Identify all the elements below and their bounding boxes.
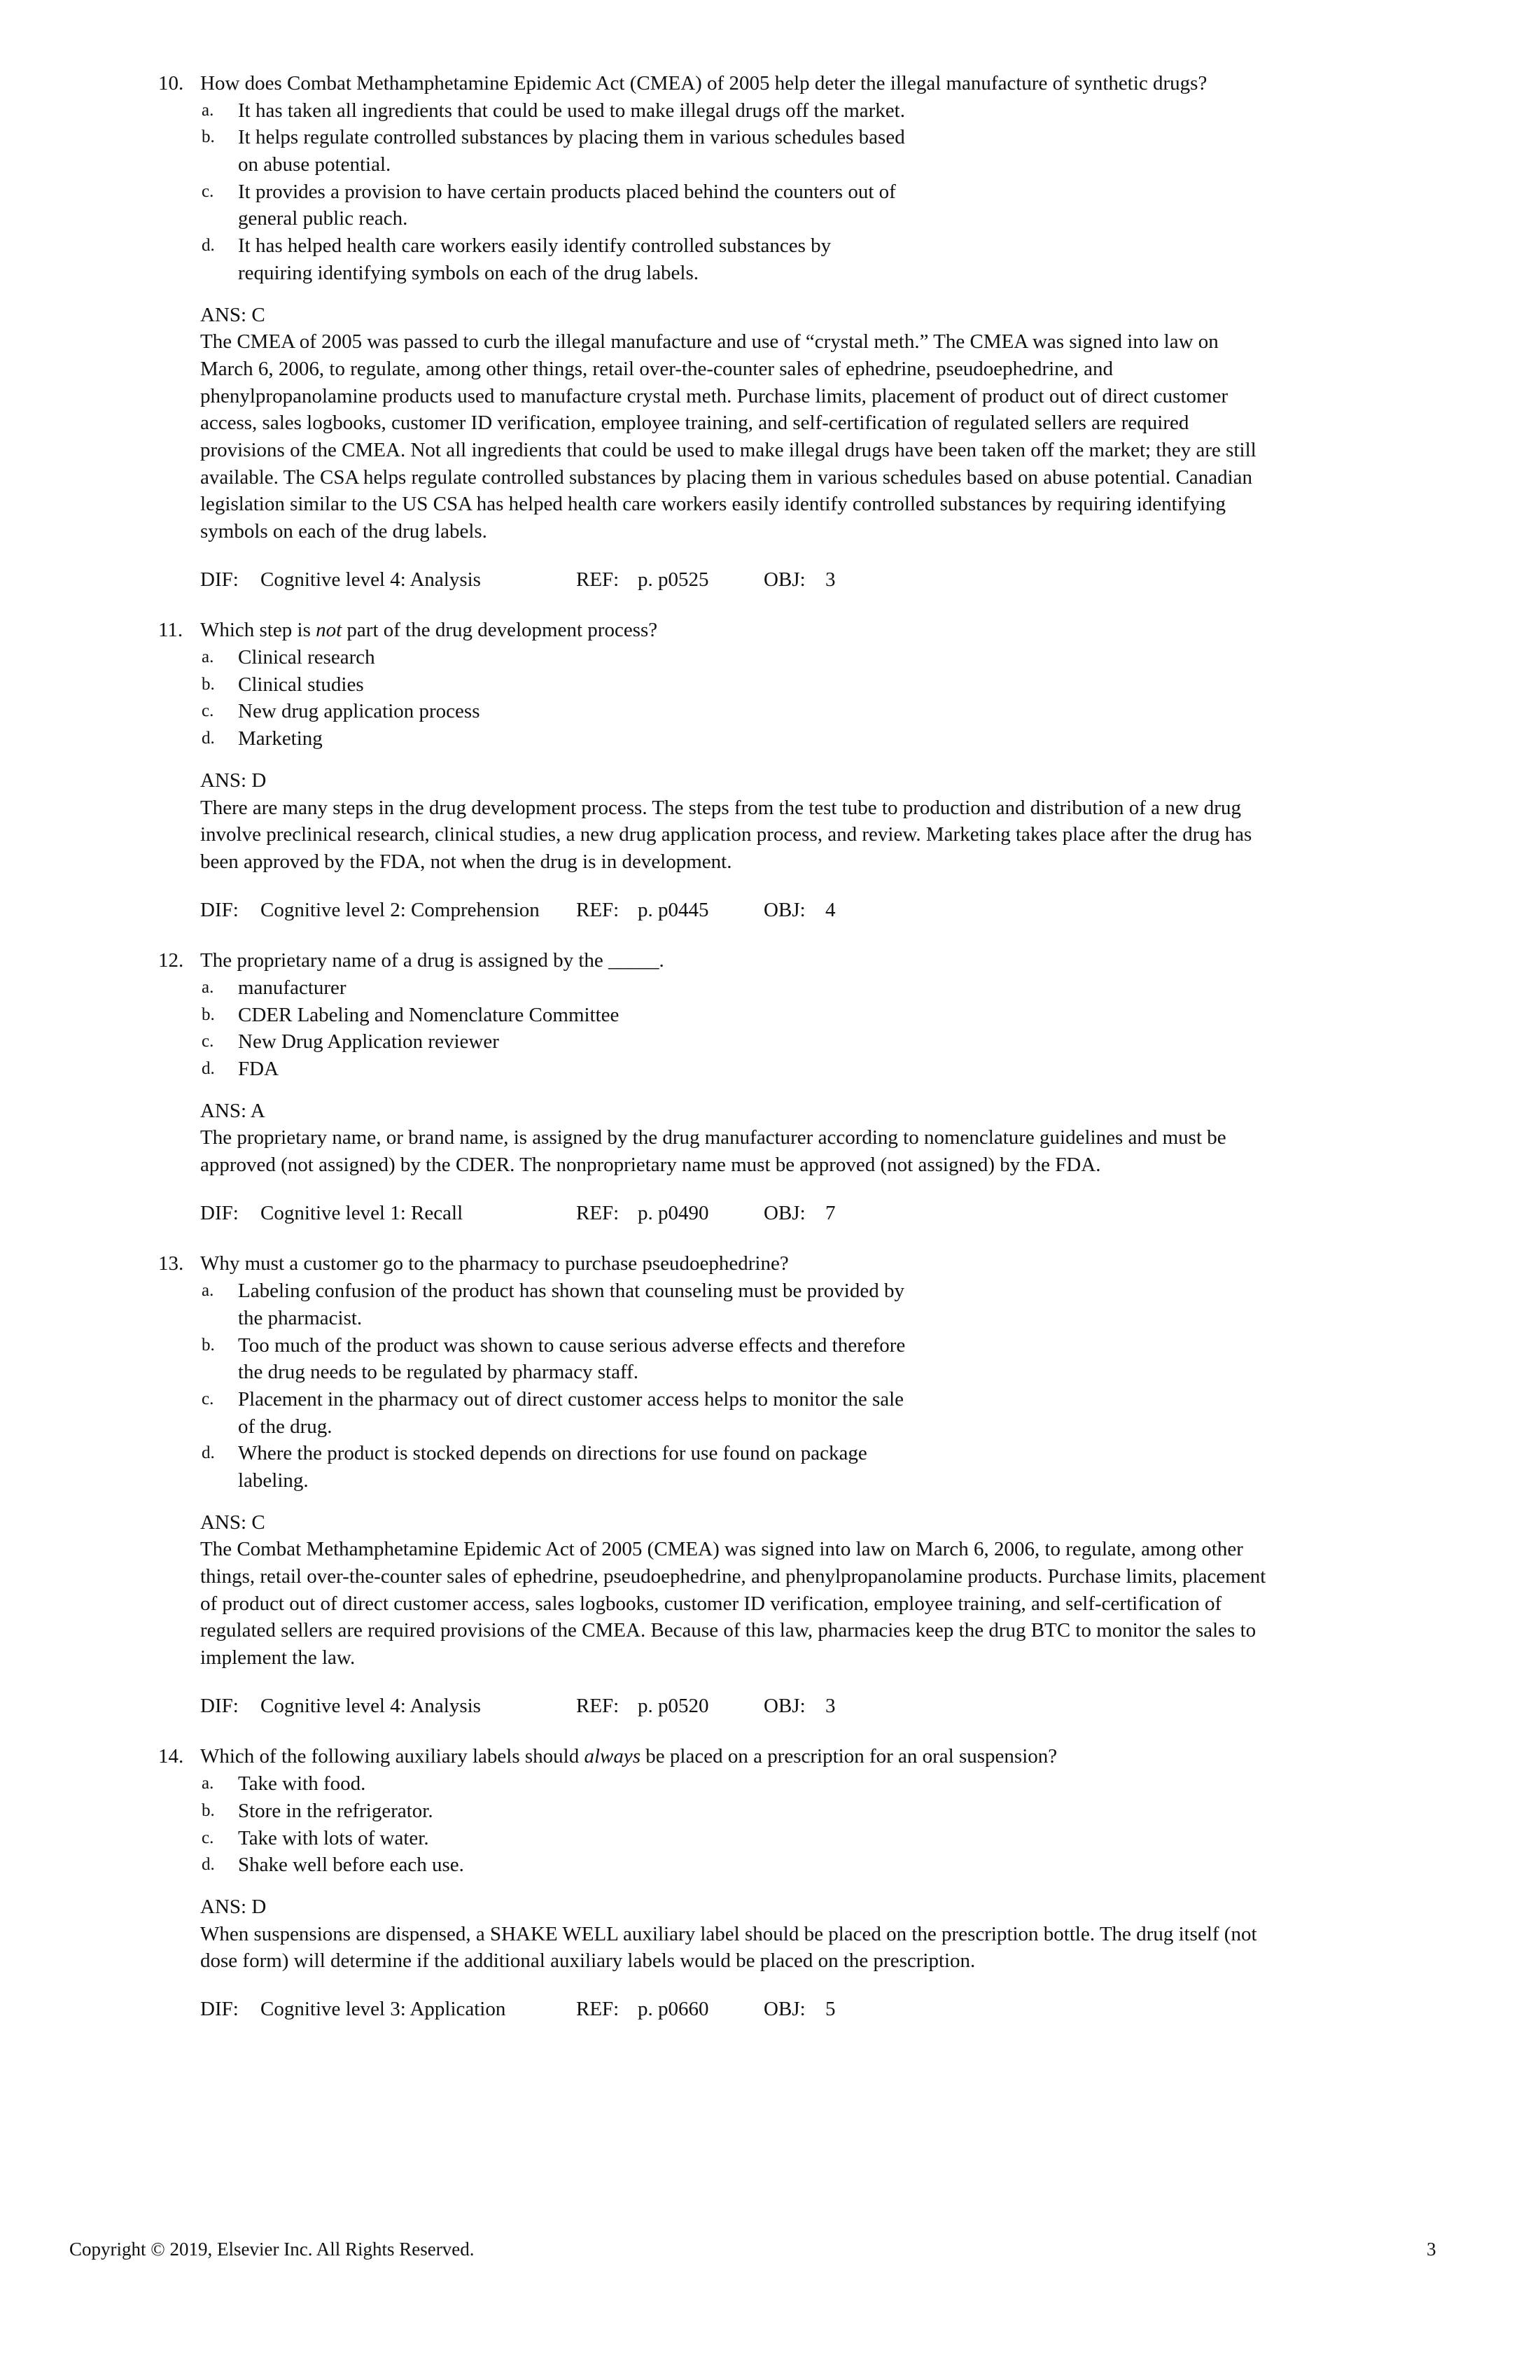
answer-option [0,1825,1540,1852]
meta-ref: p. p0445 [638,898,709,921]
answer-option [0,1028,1540,1056]
option-text: Store in the refrigerator. [238,1799,433,1822]
option-letter: d. [202,729,215,748]
answer-option [0,1332,1540,1359]
option-text: It helps regulate controlled substances by placing them in various schedules based [238,126,905,149]
option-letter: b. [202,1004,215,1024]
option-letter: c. [202,1389,214,1408]
answer-rationale: dose form) will determine if the additional auxiliary labels would be placed on the prescription. [200,1949,976,1973]
copyright-notice: Copyright © 2019, Elsevier Inc. All Rights Reserved. [69,2239,475,2260]
meta-dif-label: DIF: [200,1694,239,1717]
answer-option [0,1056,1540,1083]
answer-option [0,1798,1540,1825]
option-text: New drug application process [238,700,480,723]
question-metadata [0,897,1540,924]
question-list [0,70,1540,2047]
option-text: on abuse potential. [238,153,391,176]
meta-ref: p. p0490 [638,1201,709,1224]
question-stem [0,1250,1540,1278]
answer-option [0,671,1540,699]
answer-option [0,1770,1540,1798]
meta-ref: p. p0525 [638,568,709,591]
option-text: of the drug. [238,1415,332,1438]
answer-option [0,124,1540,151]
meta-dif: Cognitive level 4: Analysis [260,568,481,591]
stem-text: Which of the following auxiliary labels should [200,1745,584,1768]
answer-rationale: There are many steps in the drug development process. The steps from the test tube to production and distribution of a new drug [200,796,1241,819]
answer-key: ANS: A [200,1099,265,1122]
answer-option [0,1278,1540,1305]
option-text: Take with food. [238,1772,366,1795]
option-text: Placement in the pharmacy out of direct customer access helps to monitor the sale [238,1387,904,1410]
option-letter: b. [202,127,215,147]
answer-rationale: The proprietary name, or brand name, is assigned by the drug manufacturer according to nomenclature guidelines and must be [200,1126,1226,1149]
answer-rationale: involve preclinical research, clinical studies, a new drug application process, and review. Marketing takes place after the drug has [200,823,1252,846]
option-letter: d. [202,1059,215,1078]
stem-text: Why must a customer go to the pharmacy to purchase pseudoephedrine? [200,1252,789,1275]
option-letter: b. [202,1800,215,1820]
answer-option [0,1851,1540,1879]
meta-obj-label: OBJ: [764,898,806,921]
meta-dif-label: DIF: [200,1997,239,2020]
answer-rationale: available. The CSA helps regulate controlled substances by placing them in various schedules based on abuse potential. Canadian [200,465,1253,489]
option-letter: b. [202,1335,215,1354]
option-text: the pharmacist. [238,1306,363,1329]
option-text: manufacturer [238,976,346,999]
meta-ref: p. p0520 [638,1694,709,1717]
option-text: Too much of the product was shown to cause serious adverse effects and therefore [238,1334,906,1357]
meta-dif: Cognitive level 3: Application [260,1997,506,2020]
answer-rationale: symbols on each of the drug labels. [200,520,487,542]
option-letter: d. [202,1443,215,1463]
answer-rationale: approved (not assigned) by the CDER. The nonproprietary name must be approved (not assigned) by the FDA. [200,1154,1101,1177]
answer-key: ANS: C [200,303,265,326]
answer-rationale: The Combat Methamphetamine Epidemic Act of 2005 (CMEA) was signed into law on March 6, 2006, to regulate, among other [200,1538,1243,1561]
meta-dif-label: DIF: [200,898,239,921]
option-letter: a. [202,977,214,997]
meta-obj-label: OBJ: [764,1201,806,1224]
answer-rationale: The CMEA of 2005 was passed to curb the illegal manufacture and use of “crystal meth.” The CMEA was signed into law on [200,330,1219,354]
answer-option [0,974,1540,1002]
question-stem [0,1743,1540,1770]
option-text: Shake well before each use. [238,1854,464,1877]
option-letter: a. [202,1774,214,1793]
answer-rationale: of product out of direct customer access, sales logbooks, customer ID verification, employee training, and self-certification of [200,1592,1222,1615]
answer-option [0,1359,1540,1386]
meta-dif-label: DIF: [200,1201,239,1224]
option-text: Marketing [238,727,323,750]
question-metadata [0,1996,1540,2023]
question-number: 14. [158,1745,184,1768]
stem-text: be placed on a prescription for an oral suspension? [640,1745,1058,1768]
option-text: general public reach. [238,207,408,230]
answer-key: ANS: D [200,769,267,792]
answer-rationale: provisions of the CMEA. Not all ingredients that could be used to make illegal drugs have been taken off the market; they are still [200,438,1256,461]
stem-emphasis: not [316,619,342,642]
answer-option [0,260,1540,287]
meta-obj: 3 [825,568,836,591]
question-item [0,1743,1540,2022]
answer-rationale: phenylpropanolamine products used to manufacture crystal meth. Purchase limits, placement of product out of direct customer [200,384,1228,407]
question-metadata [0,1693,1540,1720]
answer-rationale: legislation similar to the US CSA has helped health care workers easily identify controlled substances by requiring identifying [200,493,1226,516]
answer-rationale: March 6, 2006, to regulate, among other things, retail over-the-counter sales of ephedrine, pseudoephedrine, and [200,357,1113,380]
answer-key: ANS: D [200,1895,267,1918]
meta-obj-label: OBJ: [764,1997,806,2020]
meta-obj: 5 [825,1997,836,2020]
option-text: Labeling confusion of the product has shown that counseling must be provided by [238,1280,904,1303]
answer-key: ANS: C [200,1511,265,1534]
option-letter: a. [202,648,214,667]
meta-ref-label: REF: [576,1997,620,2020]
stem-emphasis: always [584,1745,641,1768]
stem-text: The proprietary name of a drug is assigned by the _____. [200,949,664,972]
question-metadata [0,566,1540,594]
question-stem [0,617,1540,644]
answer-option [0,1467,1540,1494]
option-text: the drug needs to be regulated by pharmacy staff. [238,1361,639,1384]
meta-obj-label: OBJ: [764,568,806,591]
meta-ref-label: REF: [576,1694,620,1717]
answer-rationale: things, retail over-the-counter sales of ephedrine, pseudoephedrine, and phenylpropanolamine products. Purchase limits, placement [200,1565,1266,1588]
option-text: It has taken all ingredients that could be used to make illegal drugs off the market. [238,99,905,122]
option-text: It provides a provision to have certain products placed behind the counters out of [238,180,896,203]
answer-option [0,1386,1540,1413]
question-metadata [0,1200,1540,1227]
option-text: FDA [238,1058,279,1080]
option-letter: a. [202,100,214,120]
answer-rationale: implement the law. [200,1646,356,1670]
option-text: Where the product is stocked depends on directions for use found on package [238,1442,867,1465]
option-text: Take with lots of water. [238,1826,429,1849]
option-text: labeling. [238,1469,309,1492]
meta-obj: 4 [825,898,836,921]
option-letter: d. [202,1855,215,1875]
meta-obj: 7 [825,1201,836,1224]
option-text: Clinical research [238,646,375,669]
question-item [0,617,1540,923]
meta-obj-label: OBJ: [764,1694,806,1717]
question-number: 12. [158,949,184,972]
question-stem [0,70,1540,97]
question-stem [0,947,1540,974]
question-item [0,947,1540,1226]
answer-option [0,232,1540,260]
answer-option [0,97,1540,125]
option-letter: c. [202,181,214,201]
meta-dif-label: DIF: [200,568,239,591]
answer-option [0,1413,1540,1441]
answer-rationale: regulated sellers are required provisions of the CMEA. Because of this law, pharmacies keep the drug BTC to monitor the sales to [200,1619,1256,1642]
answer-option [0,151,1540,178]
answer-option [0,725,1540,752]
meta-dif: Cognitive level 1: Recall [260,1201,463,1224]
question-number: 11. [158,619,183,642]
answer-rationale: When suspensions are dispensed, a SHAKE WELL auxiliary label should be placed on the prescription bottle. The drug itself (not [200,1922,1257,1945]
meta-obj: 3 [825,1694,836,1717]
option-letter: d. [202,236,215,255]
meta-dif: Cognitive level 2: Comprehension [260,898,540,921]
answer-rationale: been approved by the FDA, not when the drug is in development. [200,850,732,873]
option-text: CDER Labeling and Nomenclature Committee [238,1003,620,1026]
question-number: 10. [158,72,184,94]
meta-ref: p. p0660 [638,1997,709,2020]
option-letter: b. [202,674,215,694]
meta-ref-label: REF: [576,1201,620,1224]
option-letter: c. [202,701,214,721]
meta-ref-label: REF: [576,568,620,591]
option-text: requiring identifying symbols on each of the drug labels. [238,261,699,284]
answer-option [0,1305,1540,1332]
meta-ref-label: REF: [576,898,620,921]
question-item [0,1250,1540,1719]
answer-option [0,1440,1540,1467]
answer-option [0,178,1540,206]
question-number: 13. [158,1252,184,1275]
option-letter: c. [202,1032,214,1051]
option-text: New Drug Application reviewer [238,1030,499,1054]
answer-rationale: access, sales logbooks, customer ID verification, employee training, and self-certification of regulated sellers are required [200,412,1189,435]
stem-text: How does Combat Methamphetamine Epidemic Act (CMEA) of 2005 help deter the illegal manufacture of synthetic drugs? [200,72,1208,94]
question-item [0,70,1540,593]
option-text: Clinical studies [238,673,364,696]
answer-option [0,644,1540,671]
option-text: It has helped health care workers easily identify controlled substances by [238,234,832,258]
option-letter: c. [202,1828,214,1847]
answer-option [0,698,1540,725]
option-letter: a. [202,1281,214,1301]
answer-option [0,1002,1540,1029]
answer-option [0,205,1540,232]
stem-text: Which step is [200,619,316,642]
meta-dif: Cognitive level 4: Analysis [260,1694,481,1717]
page-number: 3 [1427,2239,1436,2260]
stem-text: part of the drug development process? [342,619,658,642]
